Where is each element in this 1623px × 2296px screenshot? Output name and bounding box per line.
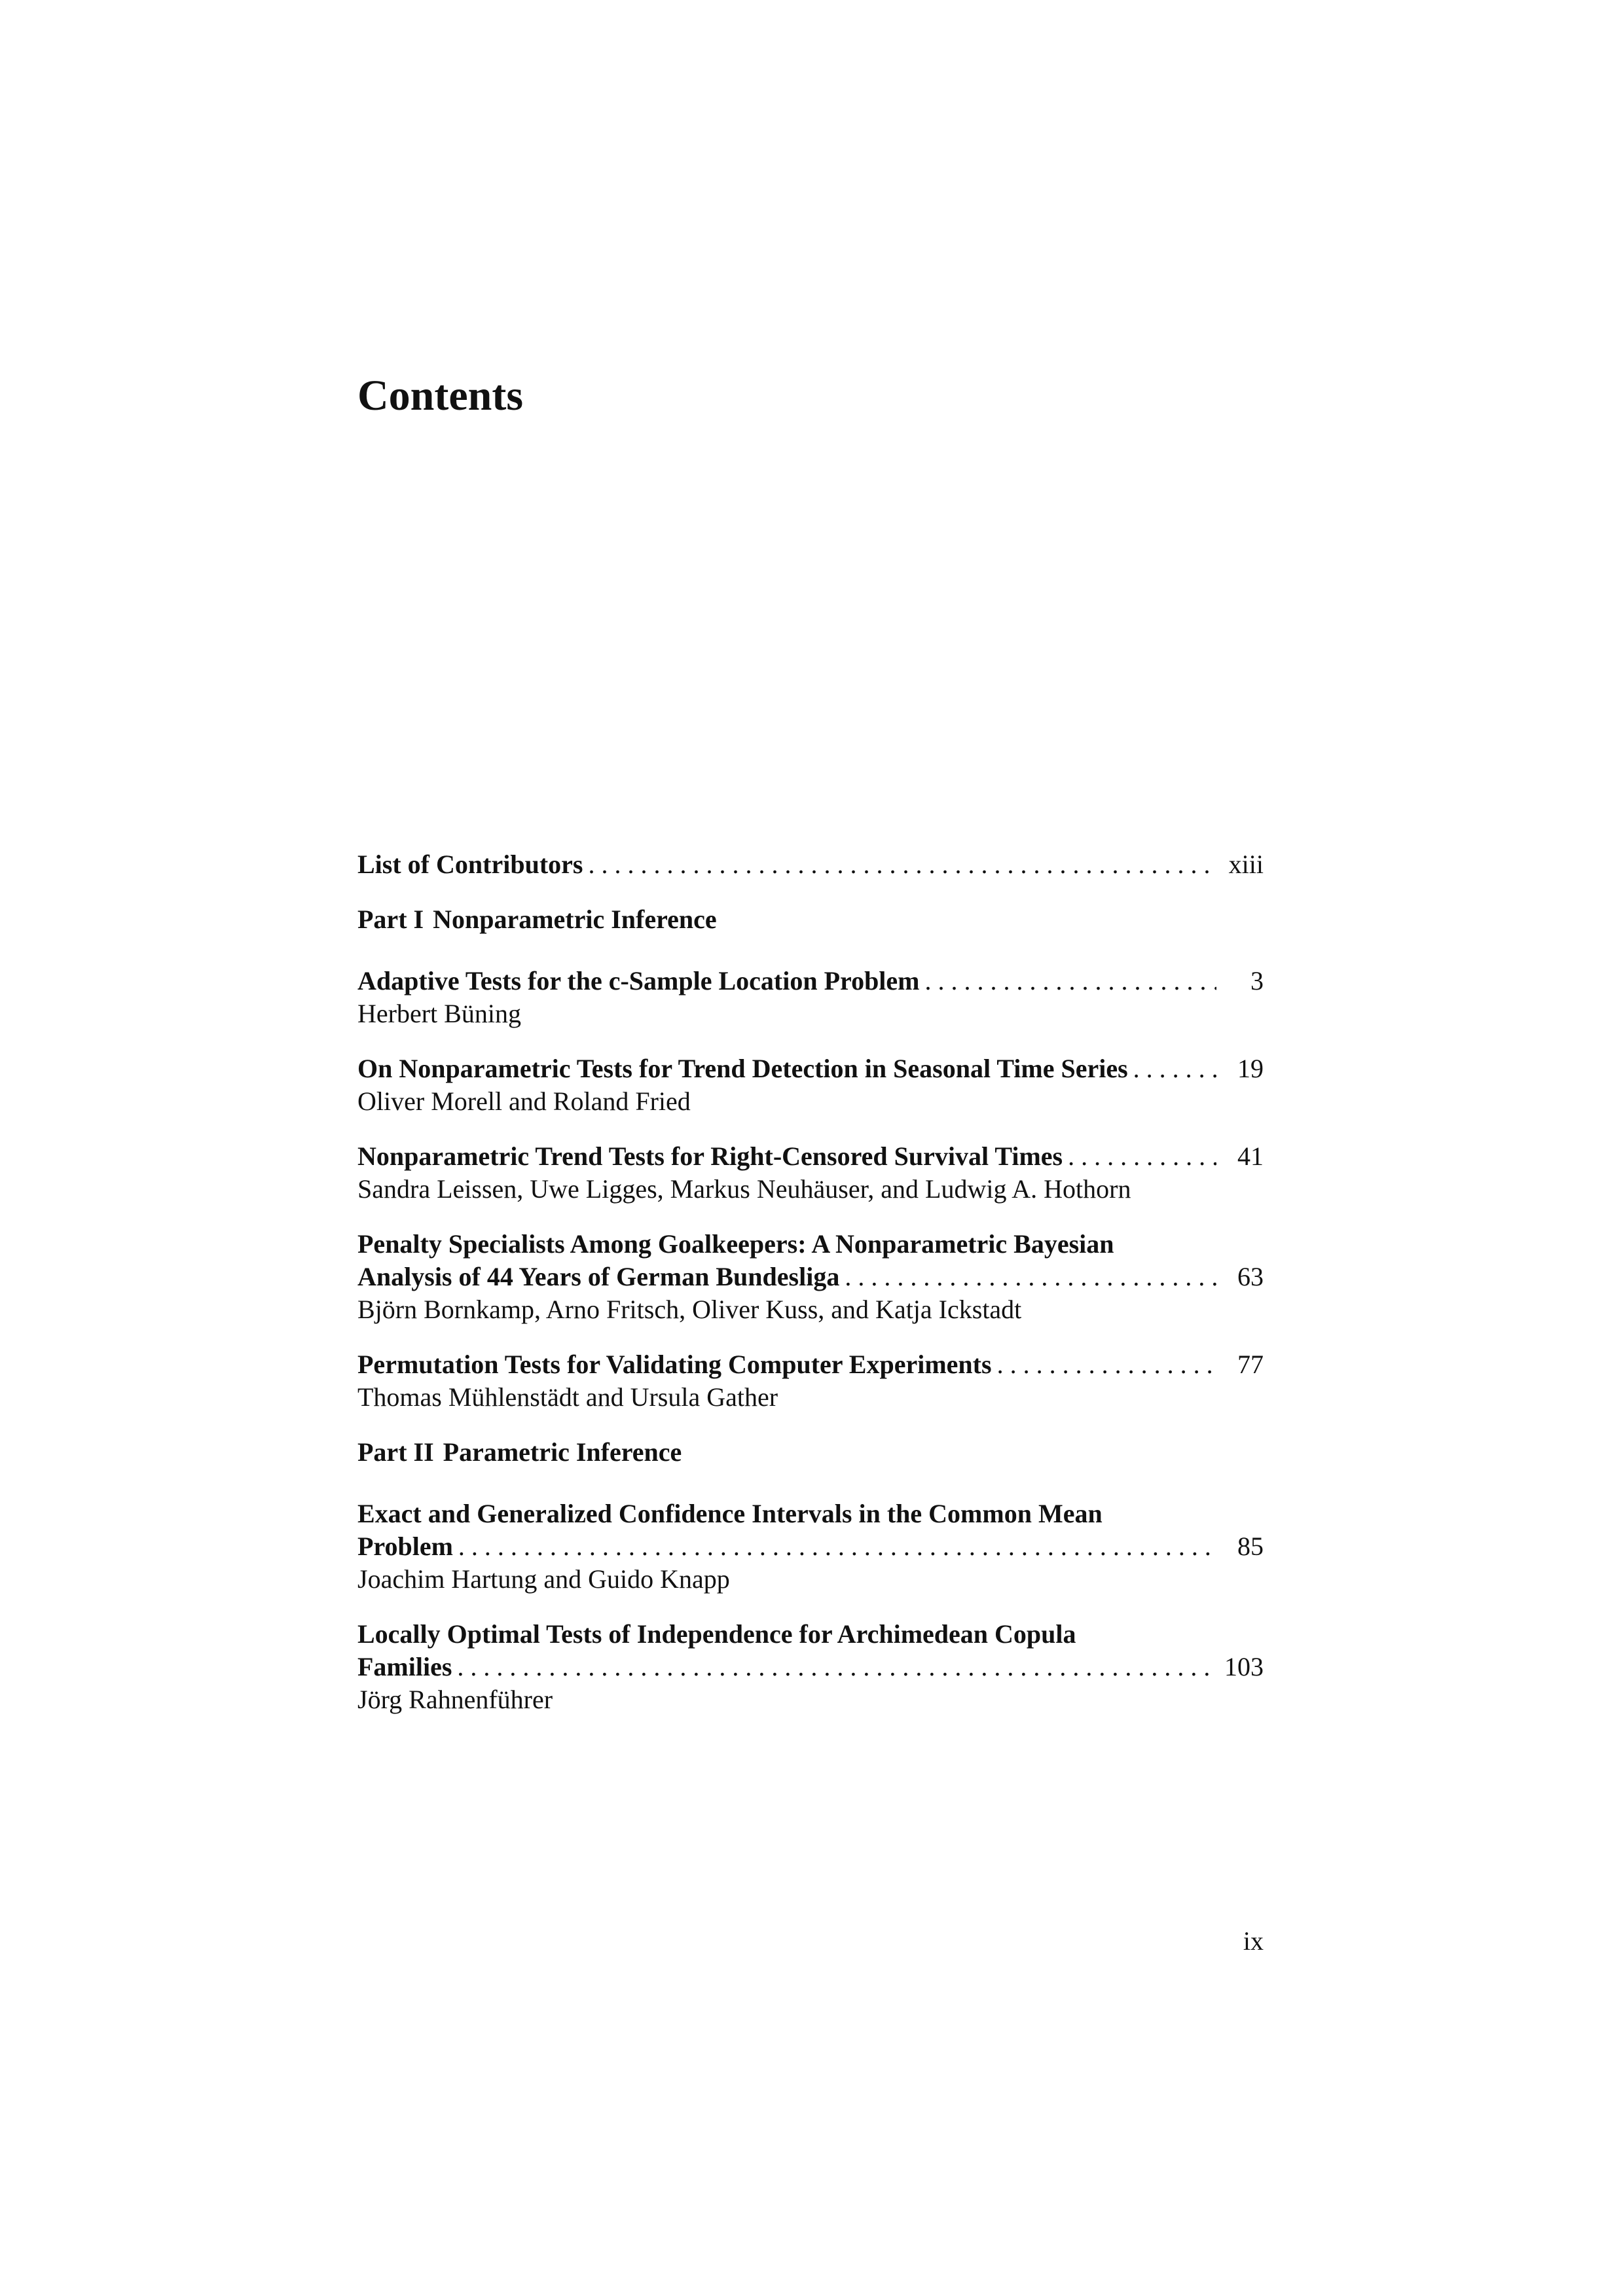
toc-page-number: 41 — [1237, 1141, 1264, 1171]
part-title: Parametric Inference — [443, 1437, 682, 1467]
part-number: Part I — [357, 905, 424, 934]
toc-line — [357, 848, 1264, 881]
part-heading-2 — [357, 1436, 1264, 1469]
toc-entry-authors: Thomas Mühlenstädt and Ursula Gather — [357, 1382, 778, 1412]
toc-entry-title: List of Contributors — [357, 850, 583, 879]
toc-entry-title: Adaptive Tests for the c-Sample Location Problem — [357, 966, 920, 996]
toc-entry-title-line2: Families — [357, 1652, 452, 1681]
dot-leader — [997, 1348, 1216, 1381]
toc-entry-authors: Björn Bornkamp, Arno Fritsch, Oliver Kuss, and Katja Ickstadt — [357, 1295, 1022, 1324]
table-of-contents — [357, 848, 1264, 1738]
part-number: Part II — [357, 1437, 434, 1467]
dot-leader — [457, 1651, 1216, 1683]
part-title: Nonparametric Inference — [433, 905, 717, 934]
toc-entry[interactable] — [357, 1348, 1264, 1414]
toc-entry-title-line2: Analysis of 44 Years of German Bundesliga — [357, 1262, 840, 1291]
toc-entry[interactable] — [357, 1140, 1264, 1206]
toc-entry-title-line2: Problem — [357, 1532, 453, 1561]
dot-leader — [845, 1261, 1216, 1293]
toc-page-number: 103 — [1224, 1652, 1264, 1681]
toc-entry-authors: Sandra Leissen, Uwe Ligges, Markus Neuhäuser, and Ludwig A. Hothorn — [357, 1174, 1131, 1204]
part-heading-1 — [357, 903, 1264, 936]
dot-leader — [1133, 1052, 1216, 1085]
toc-page-number: 77 — [1237, 1350, 1264, 1379]
toc-line — [357, 1052, 1264, 1085]
toc-entry-title: On Nonparametric Tests for Trend Detection in Seasonal Time Series — [357, 1054, 1128, 1083]
toc-page-number: 63 — [1237, 1262, 1264, 1291]
page-title: Contents — [357, 372, 524, 420]
toc-line — [357, 1530, 1264, 1563]
toc-entry-title-line1: Exact and Generalized Confidence Intervals in the Common Mean — [357, 1499, 1103, 1528]
toc-entry[interactable] — [357, 1618, 1264, 1716]
toc-page-number: 19 — [1237, 1054, 1264, 1083]
toc-line — [357, 1348, 1264, 1381]
toc-entry-authors: Herbert Büning — [357, 999, 521, 1028]
toc-entry[interactable] — [357, 1052, 1264, 1118]
toc-entry[interactable] — [357, 965, 1264, 1030]
toc-entry-list-of-contributors[interactable] — [357, 848, 1264, 881]
toc-page-number: 85 — [1237, 1532, 1264, 1561]
toc-page-number: 3 — [1250, 966, 1264, 996]
toc-entry-authors: Jörg Rahnenführer — [357, 1685, 553, 1714]
toc-page-number: xiii — [1228, 850, 1264, 879]
toc-entry-title: Permutation Tests for Validating Computer Experiments — [357, 1350, 992, 1379]
toc-entry-title-line1: Locally Optimal Tests of Independence for Archimedean Copula — [357, 1619, 1076, 1649]
toc-entry-title-line1: Penalty Specialists Among Goalkeepers: A Nonparametric Bayesian — [357, 1229, 1114, 1259]
toc-line — [357, 965, 1264, 997]
toc-entry-authors: Joachim Hartung and Guido Knapp — [357, 1564, 730, 1594]
dot-leader — [588, 848, 1216, 881]
dot-leader — [1068, 1140, 1216, 1173]
toc-entry[interactable] — [357, 1228, 1264, 1326]
dot-leader — [925, 965, 1217, 997]
page-number: ix — [1243, 1926, 1264, 1956]
dot-leader — [458, 1530, 1216, 1563]
toc-line — [357, 1651, 1264, 1683]
toc-line — [357, 1140, 1264, 1173]
toc-entry-title: Nonparametric Trend Tests for Right-Censored Survival Times — [357, 1141, 1063, 1171]
toc-line — [357, 1261, 1264, 1293]
toc-entry-authors: Oliver Morell and Roland Fried — [357, 1086, 691, 1116]
toc-entry[interactable] — [357, 1498, 1264, 1596]
